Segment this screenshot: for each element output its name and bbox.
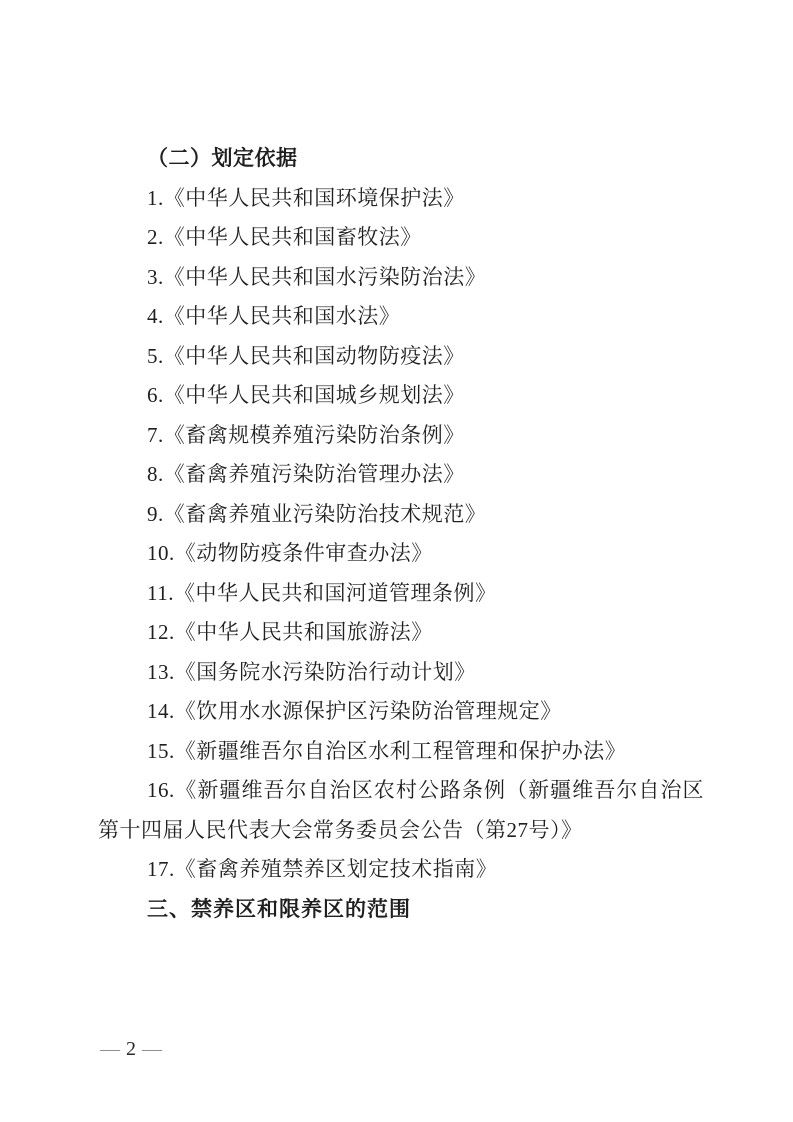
document-body	[98, 139, 704, 929]
list-item-16: 16.《新疆维吾尔自治区农村公路条例（新疆维吾尔自治区第十四届人民代表大会常务委员会公告（第27号）》	[98, 778, 704, 842]
list-item-7: 7.《畜禽规模养殖污染防治条例》	[147, 422, 465, 447]
list-item-14: 14.《饮用水水源保护区污染防治管理规定》	[147, 699, 562, 723]
page-number	[100, 1038, 162, 1061]
list-item-5: 5.《中华人民共和国动物防疫法》	[147, 343, 465, 368]
list-item-6: 6.《中华人民共和国城乡规划法》	[147, 383, 465, 407]
list-item-12: 12.《中华人民共和国旅游法》	[147, 620, 433, 644]
next-section-heading: 三、禁养区和限养区的范围	[147, 897, 411, 921]
list-item-4: 4.《中华人民共和国水法》	[147, 304, 401, 328]
list-item-1: 1.《中华人民共和国环境保护法》	[147, 185, 465, 210]
list-item-3: 3.《中华人民共和国水污染防治法》	[147, 264, 487, 289]
list-item-8: 8.《畜禽养殖污染防治管理办法》	[147, 462, 465, 486]
list-item-13: 13.《国务院水污染防治行动计划》	[147, 659, 476, 684]
page-number-value: 2	[126, 1038, 136, 1060]
list-item-10: 10.《动物防疫条件审查办法》	[147, 541, 433, 565]
section-heading: （二）划定依据	[147, 146, 298, 170]
page-number-dash-left: —	[100, 1038, 120, 1060]
page-number-dash-right: —	[142, 1038, 162, 1060]
list-item-11: 11.《中华人民共和国河道管理条例》	[147, 580, 497, 605]
list-item-15: 15.《新疆维吾尔自治区水利工程管理和保护办法》	[147, 738, 627, 763]
list-item-9: 9.《畜禽养殖业污染防治技术规范》	[147, 501, 487, 526]
list-item-2: 2.《中华人民共和国畜牧法》	[147, 225, 422, 249]
list-item-17: 17.《畜禽养殖禁养区划定技术指南》	[147, 857, 498, 881]
